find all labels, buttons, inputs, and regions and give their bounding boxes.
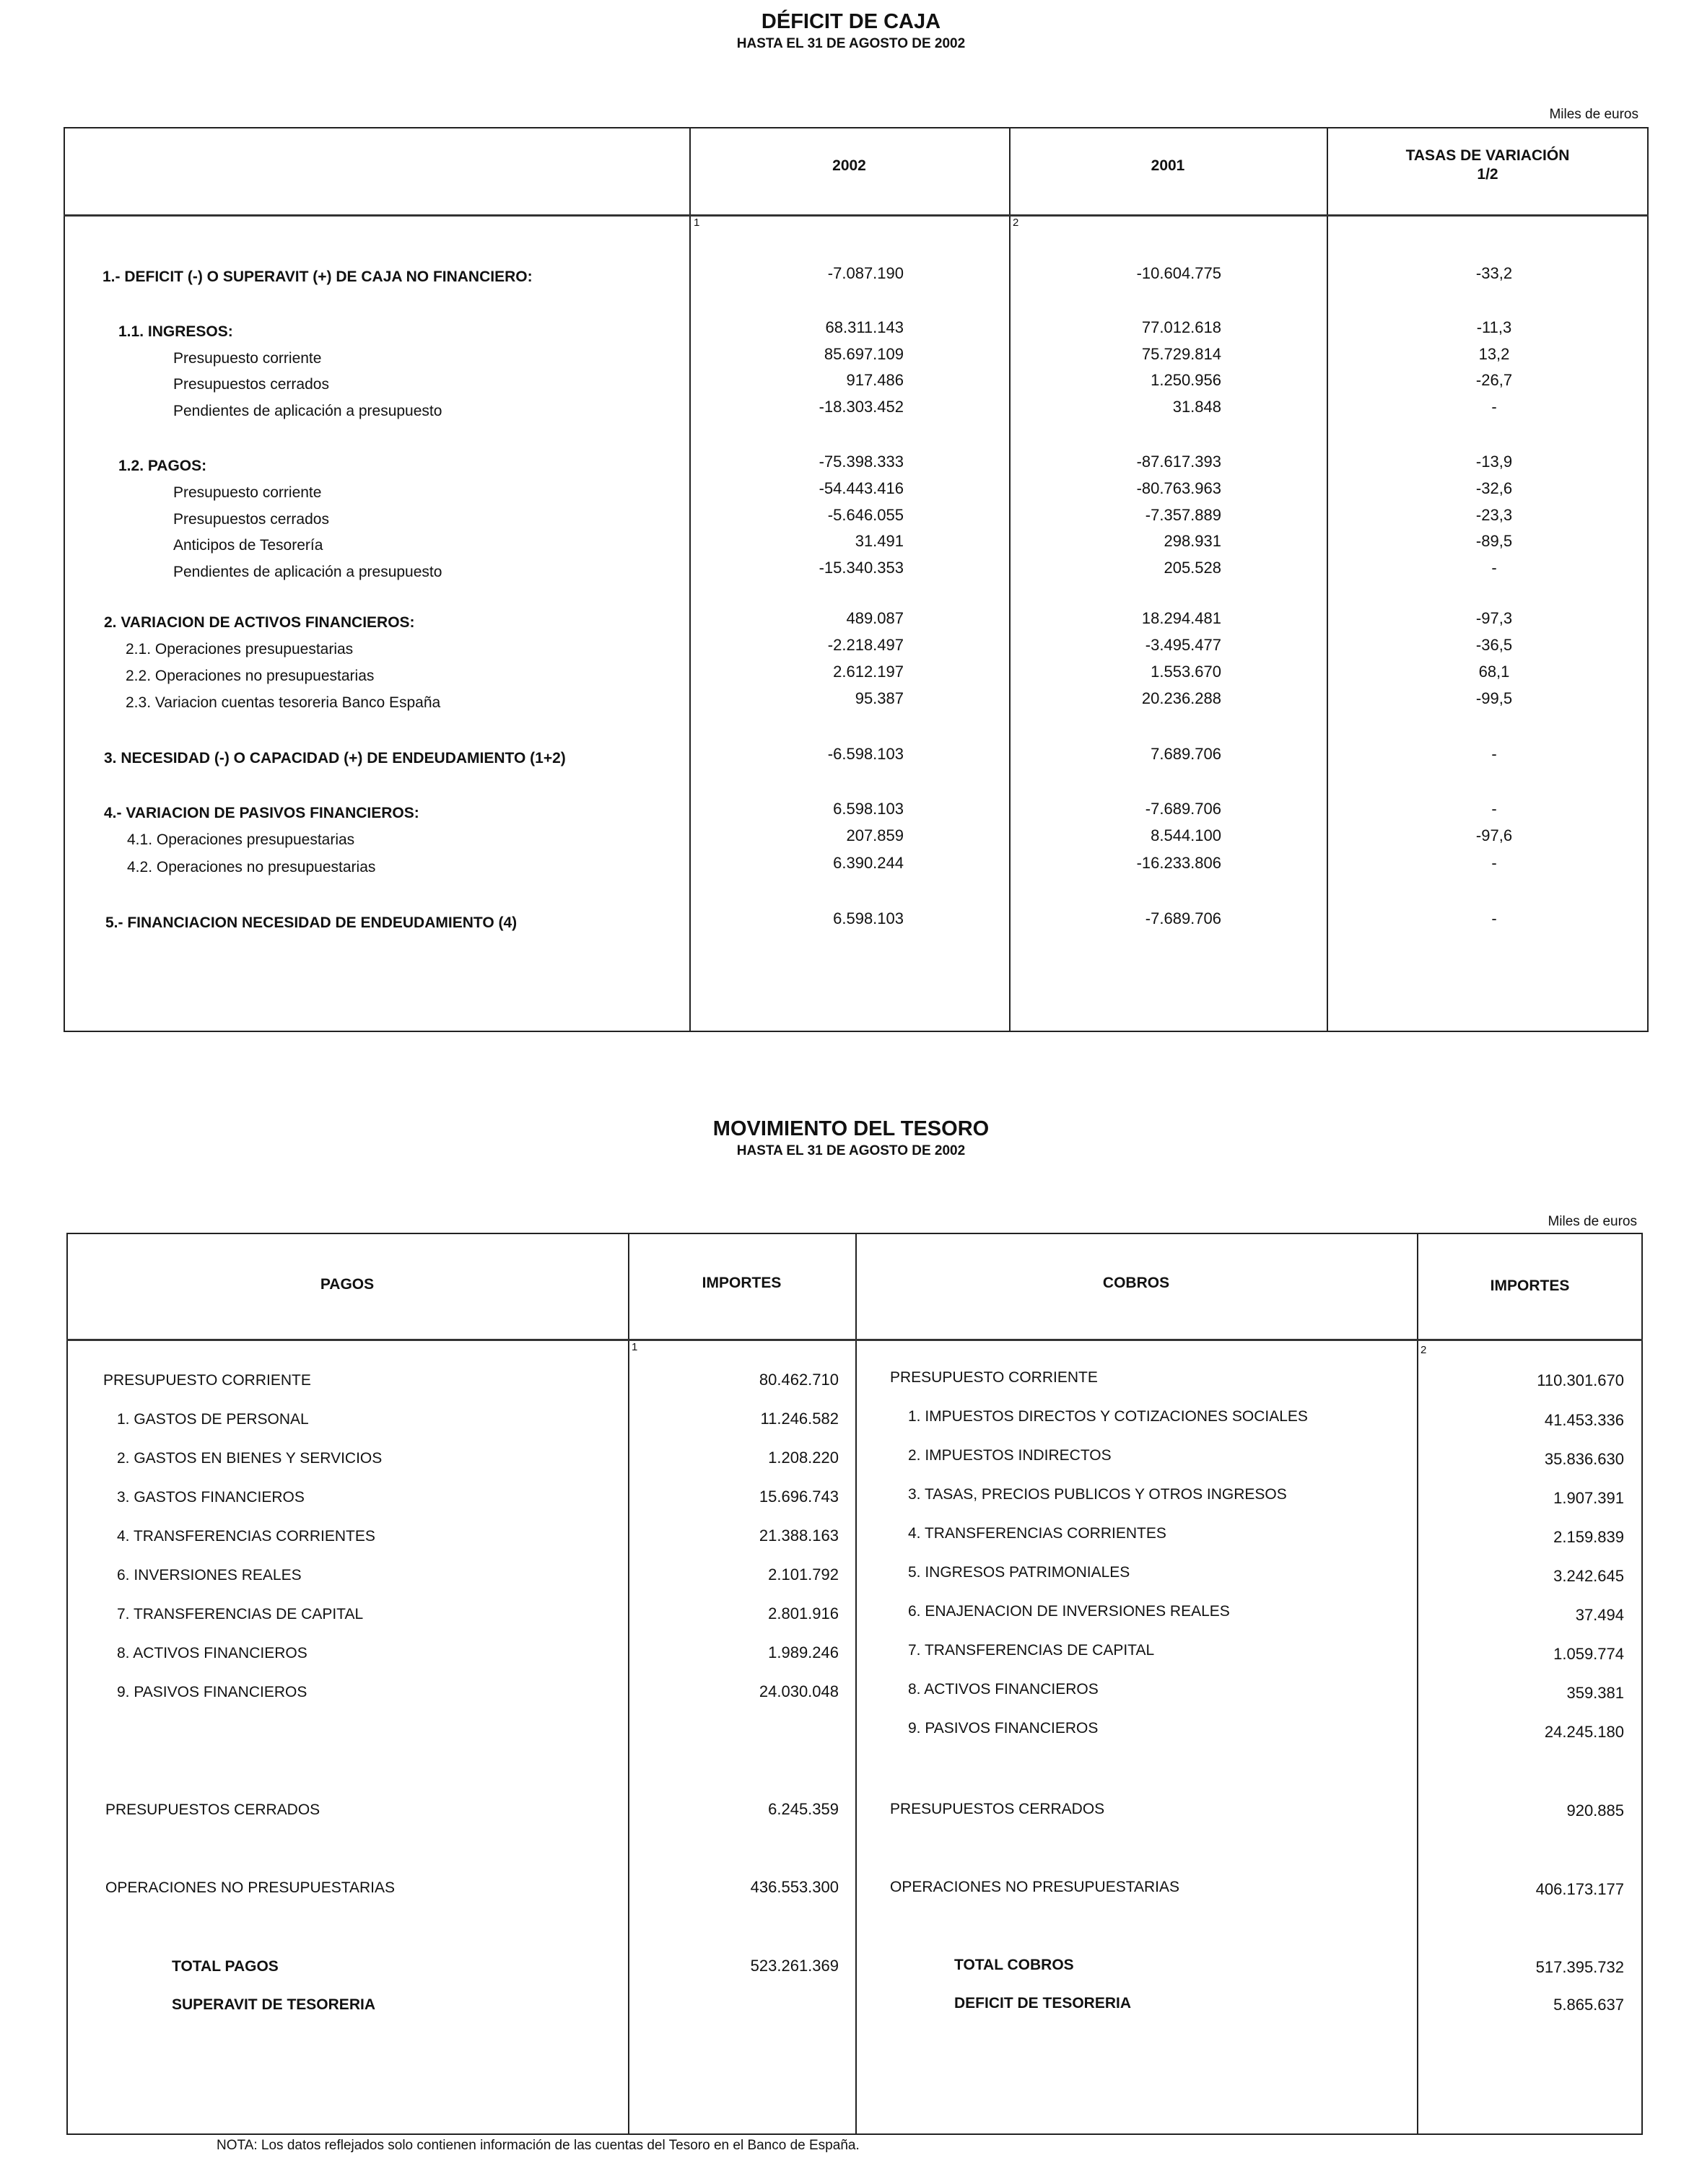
deficit-title: DÉFICIT DE CAJA — [761, 10, 941, 33]
tesoro-col-ref: 2 — [1420, 1344, 1427, 1356]
deficit-col-ref: 2 — [1013, 217, 1019, 229]
deficit-col-divider — [1327, 127, 1328, 1032]
deficit-col-tasas-sub: 1/2 — [1477, 166, 1498, 183]
tesoro-header-divider — [66, 1339, 1643, 1341]
deficit-col-divider — [689, 127, 691, 1032]
tesoro-col-importes-cobros: IMPORTES — [1490, 1277, 1570, 1294]
deficit-units: Miles de euros — [1549, 107, 1638, 122]
deficit-subtitle: HASTA EL 31 DE AGOSTO DE 2002 — [736, 36, 966, 51]
tesoro-units: Miles de euros — [1548, 1214, 1637, 1229]
tesoro-col-divider — [628, 1233, 629, 2135]
deficit-col-ref: 1 — [694, 217, 700, 229]
tesoro-subtitle: HASTA EL 31 DE AGOSTO DE 2002 — [736, 1143, 966, 1158]
deficit-header-divider — [64, 214, 1649, 217]
tesoro-title: MOVIMIENTO DEL TESORO — [712, 1117, 990, 1140]
tesoro-note: NOTA: Los datos reflejados solo contienen información de las cuentas del Tesoro en el Banco de España. — [217, 2138, 860, 2153]
tesoro-col-ref: 1 — [632, 1341, 638, 1353]
deficit-col-tasas: TASAS DE VARIACIÓN — [1405, 147, 1570, 164]
tesoro-col-divider — [1417, 1233, 1418, 2135]
tesoro-col-pagos: PAGOS — [320, 1276, 375, 1293]
tesoro-col-divider — [855, 1233, 857, 2135]
tesoro-col-cobros: COBROS — [1102, 1275, 1170, 1291]
tesoro-col-importes-pagos: IMPORTES — [702, 1275, 782, 1291]
deficit-col-2001: 2001 — [1151, 157, 1185, 174]
deficit-col-2002: 2002 — [832, 157, 866, 174]
deficit-col-divider — [1009, 127, 1011, 1032]
